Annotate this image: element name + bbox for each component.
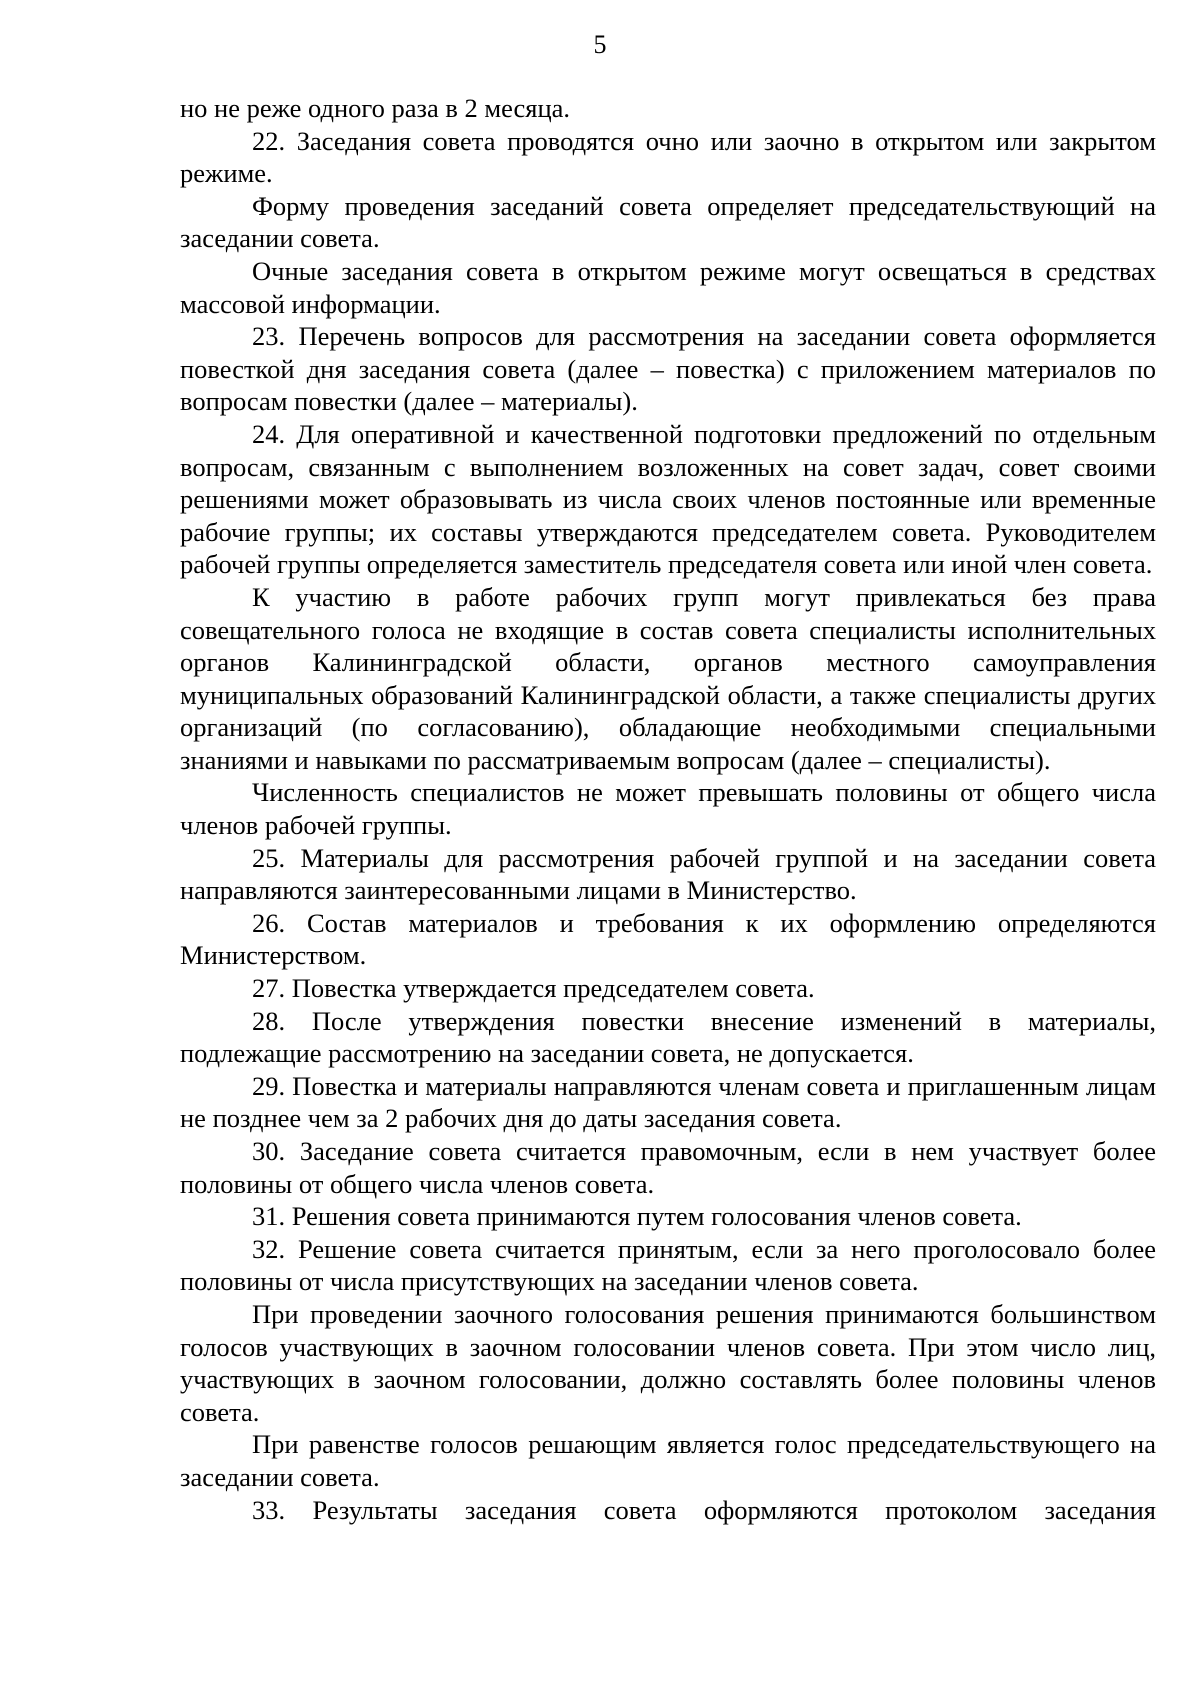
paragraph-item-33: 33. Результаты заседания совета оформляются протоколом заседания: [252, 1494, 1156, 1525]
paragraph-item-27: 27. Повестка утверждается председателем совета.: [252, 973, 815, 1004]
document-body: [180, 92, 1156, 1526]
paragraph-item-24-participants: К участию в работе рабочих групп могут привлекаться без права совещательного голоса не входящие в состав совета специалисты исполнительных органов Калининградской области, органов местного самоуправления муниципальных образований Калининградской области, а также специалисты других организаций (по согласованию), обладающие необходимыми специальными знаниями и навыками по рассматриваемым вопросам (далее – специалисты).: [180, 581, 1156, 775]
paragraph-item-22-form: Форму проведения заседаний совета определяет председательствующий на заседании совета.: [180, 190, 1156, 254]
paragraph-item-26: 26. Состав материалов и требования к их оформлению определяются Министерством.: [180, 907, 1156, 971]
paragraph-item-25: 25. Материалы для рассмотрения рабочей группой и на заседании совета направляются заинтересованными лицами в Министерство.: [180, 842, 1156, 906]
paragraph-item-28: 28. После утверждения повестки внесение изменений в материалы, подлежащие рассмотрению на заседании совета, не допускается.: [180, 1005, 1156, 1069]
paragraph-item-24: 24. Для оперативной и качественной подготовки предложений по отдельным вопросам, связанным с выполнением возложенных на совет задач, совет своими решениями может образовывать из числа своих членов постоянные или временные рабочие группы; их составы утверждаются председателем совета. Руководителем рабочей группы определяется заместитель председателя совета или иной член совета.: [180, 418, 1156, 580]
paragraph-item-29: 29. Повестка и материалы направляются членам совета и приглашенным лицам не позднее чем за 2 рабочих дня до даты заседания совета.: [180, 1070, 1156, 1134]
paragraph-item-22: 22. Заседания совета проводятся очно или заочно в открытом или закрытом режиме.: [180, 125, 1156, 189]
paragraph-item-24-count: Численность специалистов не может превышать половины от общего числа членов рабочей группы.: [180, 777, 1156, 841]
paragraph-item-30: 30. Заседание совета считается правомочным, если в нем участвует более половины от общего числа членов совета.: [180, 1136, 1156, 1199]
paragraph-item-32: 32. Решение совета считается принятым, если за него проголосовало более половины от числа присутствующих на заседании членов совета.: [180, 1233, 1156, 1297]
paragraph-continuation: но не реже одного раза в 2 месяца.: [180, 93, 571, 123]
paragraph-item-32-tie: При равенстве голосов решающим является голос председательствующего на заседании совета.: [180, 1429, 1156, 1492]
page-number: 5: [593, 30, 607, 59]
paragraph-item-22-media: Очные заседания совета в открытом режиме могут освещаться в средствах массовой информации.: [180, 255, 1156, 319]
paragraph-item-23: 23. Перечень вопросов для рассмотрения на заседании совета оформляется повесткой дня заседания совета (далее – повестка) с приложением материалов по вопросам повестки (далее – материалы).: [180, 321, 1156, 417]
paragraph-item-31: 31. Решения совета принимаются путем голосования членов совета.: [252, 1201, 1022, 1232]
paragraph-item-32-absentee: При проведении заочного голосования решения принимаются большинством голосов участвующих в заочном голосовании членов совета. При этом число лиц, участвующих в заочном голосовании, должно составлять более половины членов совета.: [180, 1298, 1156, 1427]
